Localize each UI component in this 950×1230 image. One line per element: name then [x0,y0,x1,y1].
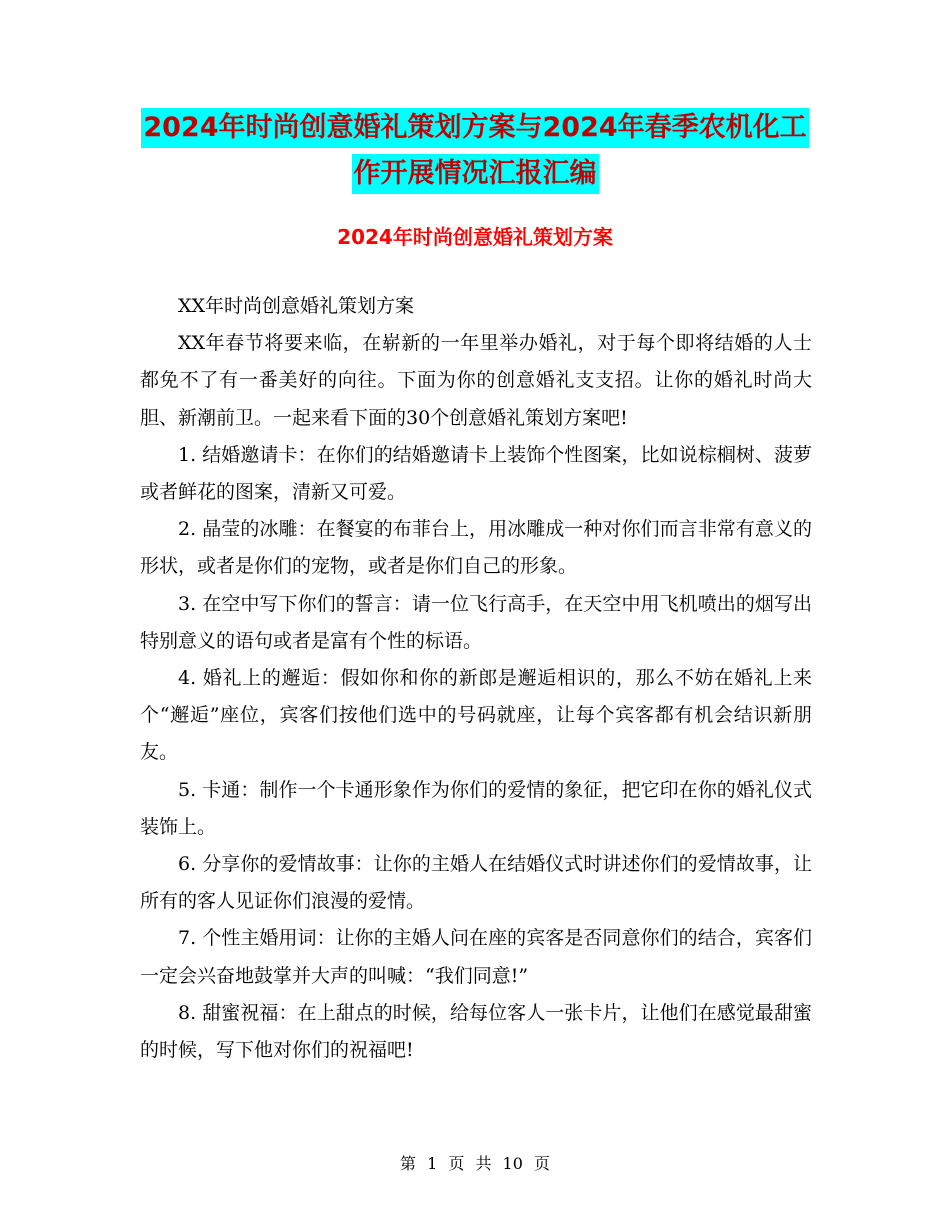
paragraph: 2. 晶莹的冰雕：在餐宴的布菲台上，用冰雕成一种对你们而言非常有意义的形状，或者是你们的宠物，或者是你们自己的形象。 [140,518,812,578]
paragraph: 4. 婚礼上的邂逅：假如你和你的新郎是邂逅相识的，那么不妨在婚礼上来个“邂逅”座位，宾客们按他们选中的号码就座，让每个宾客都有机会结识新朋友。 [140,667,812,764]
document-title [0,108,950,200]
title-line-1: 2024年时尚创意婚礼策划方案与2024年春季农机化工 [141,108,808,148]
section-heading: 2024年时尚创意婚礼策划方案 [337,225,613,249]
paragraph: 3. 在空中写下你们的誓言：请一位飞行高手，在天空中用飞机喷出的烟写出特别意义的语句或者是富有个性的标语。 [140,592,812,652]
title-line-2: 作开展情况汇报汇编 [352,154,599,194]
paragraph: 1. 结婚邀请卡：在你们的结婚邀请卡上装饰个性图案，比如说棕榈树、菠萝或者鲜花的图案，清新又可爱。 [140,443,812,504]
paragraph: XX年时尚创意婚礼策划方案 [178,295,415,317]
paragraph: 6. 分享你的爱情故事：让你的主婚人在结婚仪式时讲述你们的爱情故事，让所有的客人见证你们浪漫的爱情。 [140,853,812,913]
paragraph: 5. 卡通：制作一个卡通形象作为你们的爱情的象征，把它印在你的婚礼仪式装饰上。 [140,778,812,838]
paragraph: XX年春节将要来临，在崭新的一年里举办婚礼，对于每个即将结婚的人士都免不了有一番美好的向往。下面为你的创意婚礼支支招。让你的婚礼时尚大胆、新潮前卫。一起来看下面的30个创意婚礼策划方案吧! [140,332,812,429]
paragraph: 8. 甜蜜祝福：在上甜点的时候，给每位客人一张卡片，让他们在感觉最甜蜜的时候，写下他对你们的祝福吧! [140,1001,812,1062]
document-body [140,288,812,1069]
paragraph: 7. 个性主婚用词：让你的主婚人问在座的宾客是否同意你们的结合，宾客们一定会兴奋地鼓掌并大声的叫喊：“我们同意!” [140,927,812,987]
page-footer: 第 1 页 共 10 页 [400,1154,550,1173]
